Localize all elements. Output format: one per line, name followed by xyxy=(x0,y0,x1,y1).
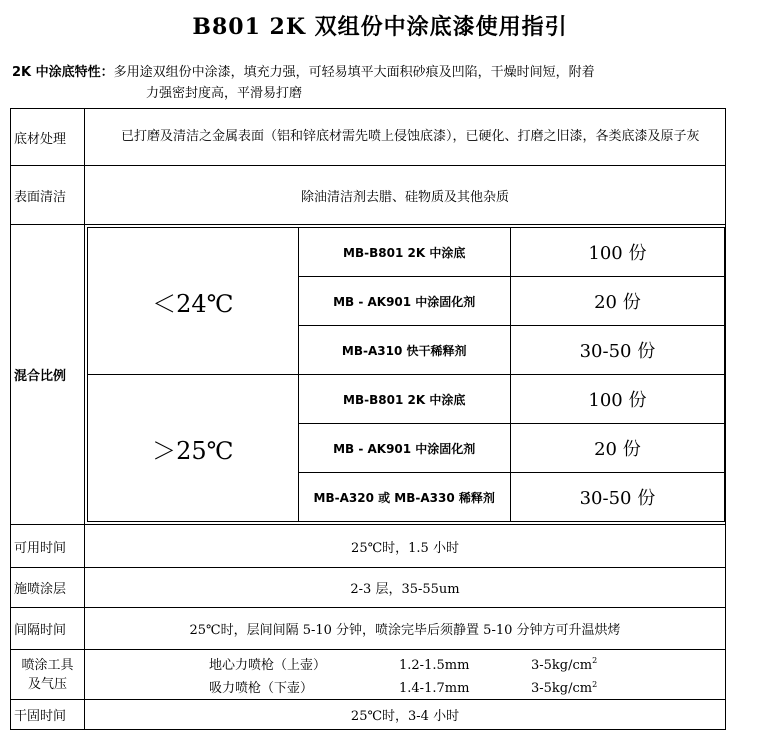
mix-product: MB - AK901 中涂固化剂 xyxy=(298,277,510,326)
feature-text-line2: 力强密封度高，平滑易打磨 xyxy=(146,86,303,101)
mix-product: MB - AK901 中涂固化剂 xyxy=(298,424,510,473)
row-tools xyxy=(11,650,726,700)
row-interval xyxy=(11,608,726,650)
mix-parts: 100 份 xyxy=(510,375,724,424)
feature-text-line1: 多用途双组份中涂漆，填充力强，可轻易填平大面积砂痕及凹陷，干燥时间短，附着 xyxy=(113,65,595,80)
interval-label: 间隔时间 xyxy=(11,608,85,650)
mix-parts: 30-50 份 xyxy=(510,326,724,375)
tools-label-line1: 喷涂工具 xyxy=(21,657,74,673)
cleaning-label: 表面清洁 xyxy=(11,166,85,225)
drying-text: 25℃时，3-4 小时 xyxy=(85,700,726,730)
gun-name: 地心力喷枪（上壶） xyxy=(209,657,327,673)
mix-row xyxy=(88,228,725,277)
tools-label-line2: 及气压 xyxy=(27,676,67,692)
mix-product: MB-A320 或 MB-A330 稀释剂 xyxy=(298,473,510,522)
feature-label: 2K 中涂底特性： xyxy=(12,65,114,80)
gun-name: 吸力喷枪（下壶） xyxy=(209,680,314,696)
tools-line xyxy=(85,675,725,698)
air-pressure: $3-5kg/cm^2$ xyxy=(531,679,598,696)
mixing-ratio-table xyxy=(87,227,725,522)
air-pressure: $3-5kg/cm^2$ xyxy=(531,656,598,673)
substrate-label: 底材处理 xyxy=(11,109,85,166)
mix-parts: 20 份 xyxy=(510,277,724,326)
temp-low: ＜24℃ xyxy=(88,228,299,375)
interval-text: 25℃时，层间间隔 5-10 分钟，喷涂完毕后须静置 5-10 分钟方可升温烘烤 xyxy=(85,608,726,650)
potlife-text: 25℃时，1.5 小时 xyxy=(85,525,726,568)
cleaning-text: 除油清洁剂去腊、硅物质及其他杂质 xyxy=(85,166,726,225)
feature-paragraph xyxy=(12,62,747,104)
tools-cell xyxy=(85,650,726,700)
nozzle-size: 1.4-1.7mm xyxy=(399,680,470,696)
tools-label xyxy=(11,650,85,700)
page-title: B801 2K 双组份中涂底漆使用指引 xyxy=(192,14,568,40)
mix-parts: 30-50 份 xyxy=(510,473,724,522)
mixing-cell xyxy=(85,225,726,525)
coats-text: 2-3 层，35-55um xyxy=(85,568,726,608)
row-mixing xyxy=(11,225,726,525)
nozzle-size: 1.2-1.5mm xyxy=(399,657,470,673)
mix-product: MB-A310 快干稀释剂 xyxy=(298,326,510,375)
mix-row xyxy=(88,375,725,424)
row-substrate xyxy=(11,109,726,166)
coats-label: 施喷涂层 xyxy=(11,568,85,608)
mix-product: MB-B801 2K 中涂底 xyxy=(298,375,510,424)
temp-high: ＞25℃ xyxy=(88,375,299,522)
row-potlife xyxy=(11,525,726,568)
row-drying xyxy=(11,700,726,730)
potlife-label: 可用时间 xyxy=(11,525,85,568)
mixing-label: 混合比例 xyxy=(11,225,85,525)
mix-parts: 20 份 xyxy=(510,424,724,473)
instruction-table xyxy=(10,108,726,730)
substrate-text: 已打磨及清洁之金属表面（铝和锌底材需先喷上侵蚀底漆），已硬化、打磨之旧漆，各类底漆及原子灰 xyxy=(85,109,726,166)
mix-product: MB-B801 2K 中涂底 xyxy=(298,228,510,277)
row-cleaning xyxy=(11,166,726,225)
mix-parts: 100 份 xyxy=(510,228,724,277)
row-coats xyxy=(11,568,726,608)
tools-line xyxy=(85,651,725,674)
drying-label: 干固时间 xyxy=(11,700,85,730)
